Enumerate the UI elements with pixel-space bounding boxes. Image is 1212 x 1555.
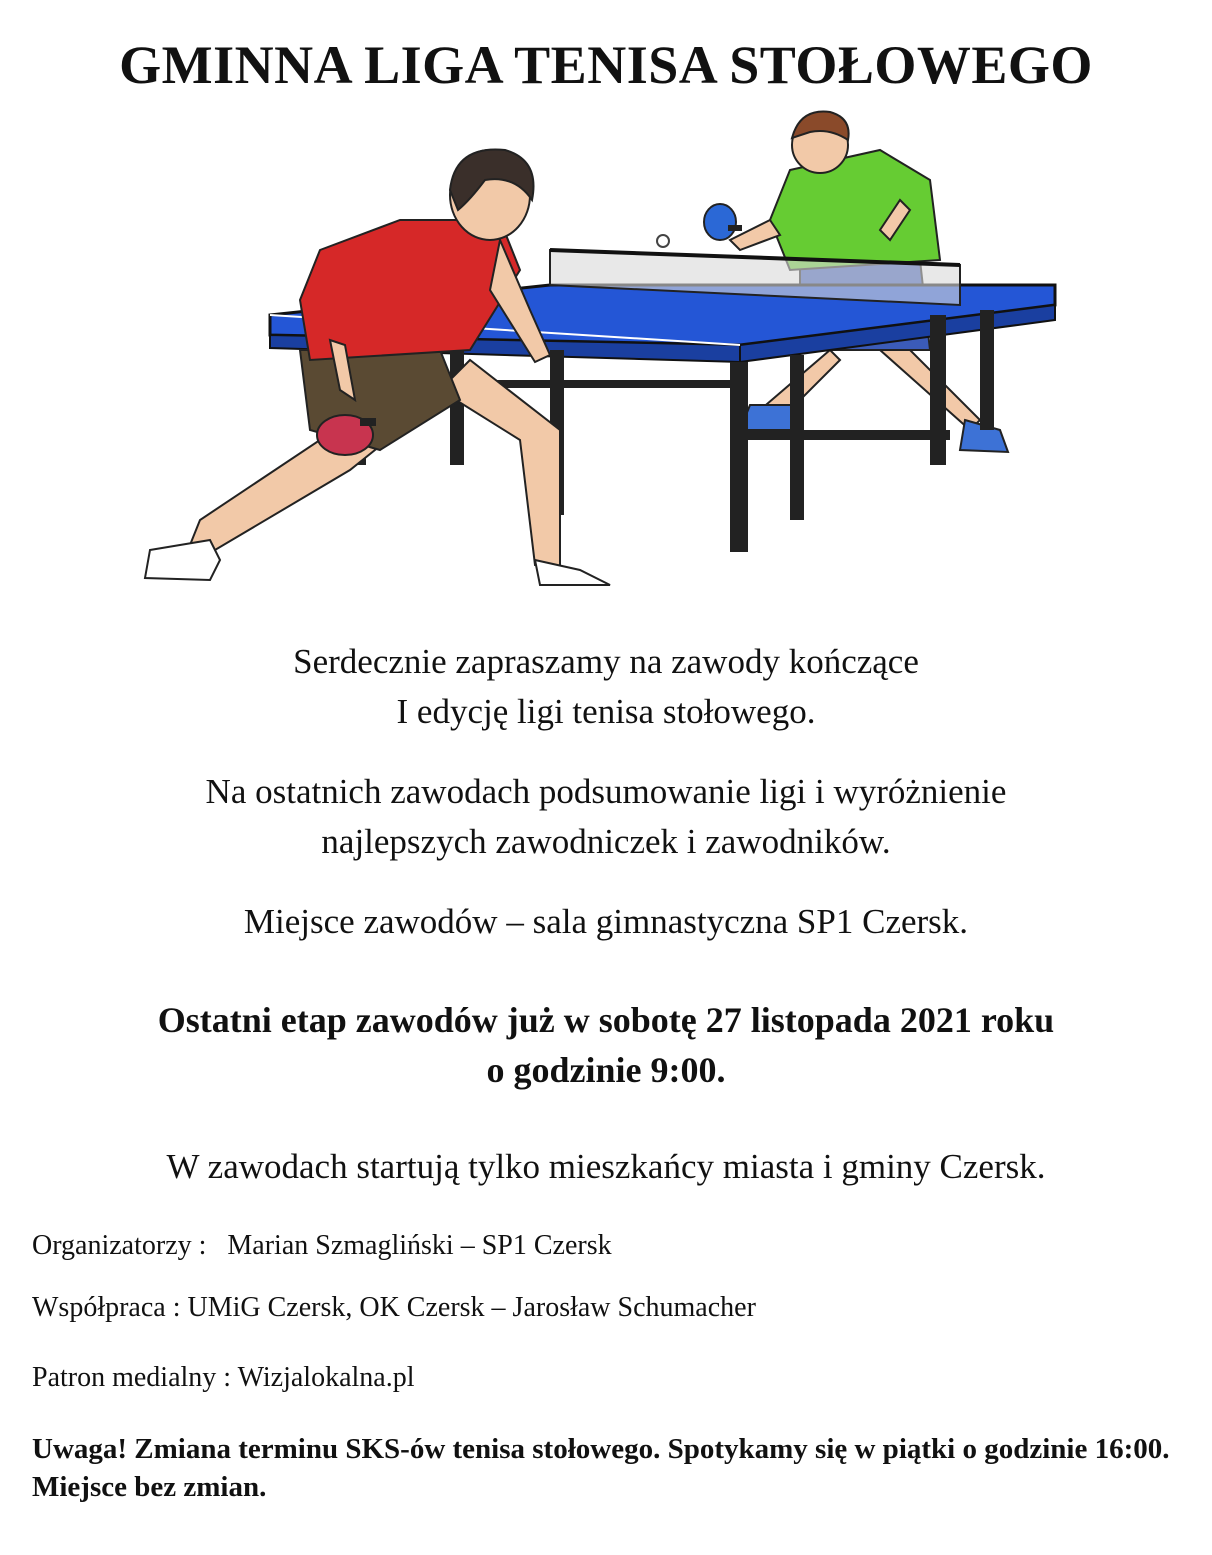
venue-paragraph — [0, 897, 1212, 947]
left-player — [145, 150, 610, 586]
venue-line: Miejsce zawodów – sala gimnastyczna SP1 Czersk. — [243, 902, 969, 941]
date-line-2: o godzinie 9:00. — [486, 1050, 726, 1090]
ball-icon — [657, 235, 669, 247]
summary-paragraph — [0, 767, 1212, 867]
organizers-line: Organizatorzy : Marian Szmagliński – SP1 Czersk — [32, 1230, 612, 1261]
date-paragraph — [0, 995, 1212, 1095]
table-tennis-players-illustration — [140, 100, 1060, 590]
invitation-line-1: Serdecznie zapraszamy na zawody kończące — [293, 642, 919, 681]
page-title: GMINNA LIGA TENISA STOŁOWEGO — [119, 35, 1093, 95]
invitation-paragraph — [0, 637, 1212, 737]
media-patron-line: Patron medialny : Wizjalokalna.pl — [32, 1362, 415, 1393]
eligibility-paragraph — [0, 1142, 1212, 1192]
cooperation-line: Współpraca : UMiG Czersk, OK Czersk – Jarosław Schumacher — [32, 1292, 756, 1323]
summary-line-1: Na ostatnich zawodach podsumowanie ligi i wyróżnienie — [205, 772, 1007, 811]
notice-paragraph: Uwaga! Zmiana terminu SKS-ów tenisa stołowego. Spotykamy się w piątki o godzinie 16:00. Miejsce bez zmian. — [32, 1433, 1170, 1503]
eligibility-line: W zawodach startują tylko mieszkańcy miasta i gminy Czersk. — [166, 1147, 1046, 1186]
invitation-line-2: I edycję ligi tenisa stołowego. — [396, 692, 816, 731]
date-line-1: Ostatni etap zawodów już w sobotę 27 listopada 2021 roku — [157, 1000, 1055, 1040]
summary-line-2: najlepszych zawodniczek i zawodników. — [321, 822, 891, 861]
